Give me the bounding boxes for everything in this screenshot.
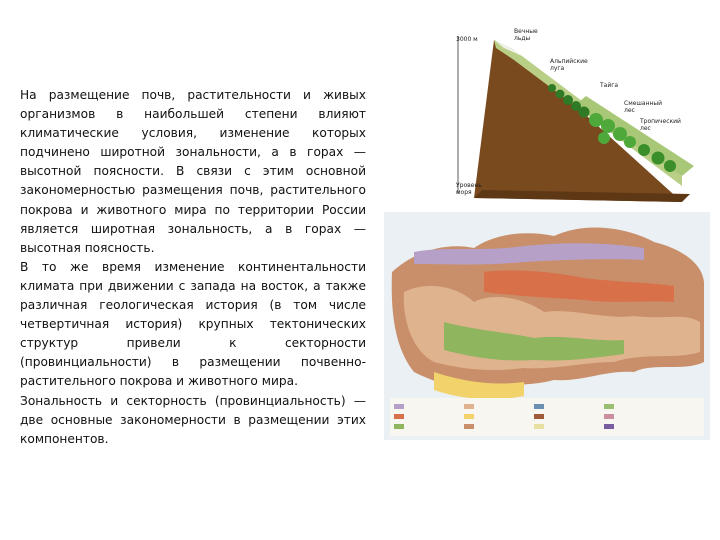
- height-label: 3000 м: [456, 36, 478, 43]
- map-legend: [390, 398, 704, 436]
- paragraph-2: В то же время изменение континентальности климата при движении с запада на восток, а также различная геологическая история (в том числе четвертичная история) крупных тектонических структур привели к секторности (провинциальности) в размещении почвенно-растительного покрова и животного мира.: [20, 259, 366, 389]
- zone-label-mixed: Смешанный лес: [624, 100, 663, 114]
- body-text: [20, 86, 366, 449]
- sea-level-label: Уровень моря: [456, 182, 482, 196]
- soil-vegetation-map: [384, 212, 710, 440]
- zone-label-taiga: Тайга: [600, 82, 619, 89]
- map-image: [384, 212, 710, 440]
- altitudinal-zonation-diagram: [454, 26, 700, 206]
- zone-label-tropical: Тропический лес: [640, 118, 681, 132]
- zone-label-alpine: Альпийские луга: [550, 58, 588, 72]
- paragraph-1: На размещение почв, растительности и живых организмов в наибольшей степени влияют климатические условия, изменение которых подчинено широтной зональности, а в горах — высотной поясности. В связи с этим основной закономерностью размещения почв, растительного покрова и животного мира по территории России является широтная зональность, а в горах — высотная поясность.: [20, 88, 366, 255]
- mountain-illustration: [454, 26, 700, 206]
- zone-label-ice: Вечные льды: [514, 28, 538, 42]
- paragraph-3: Зональность и секторность (провинциальность) — две основные закономерности в размещении этих компонентов.: [20, 393, 366, 446]
